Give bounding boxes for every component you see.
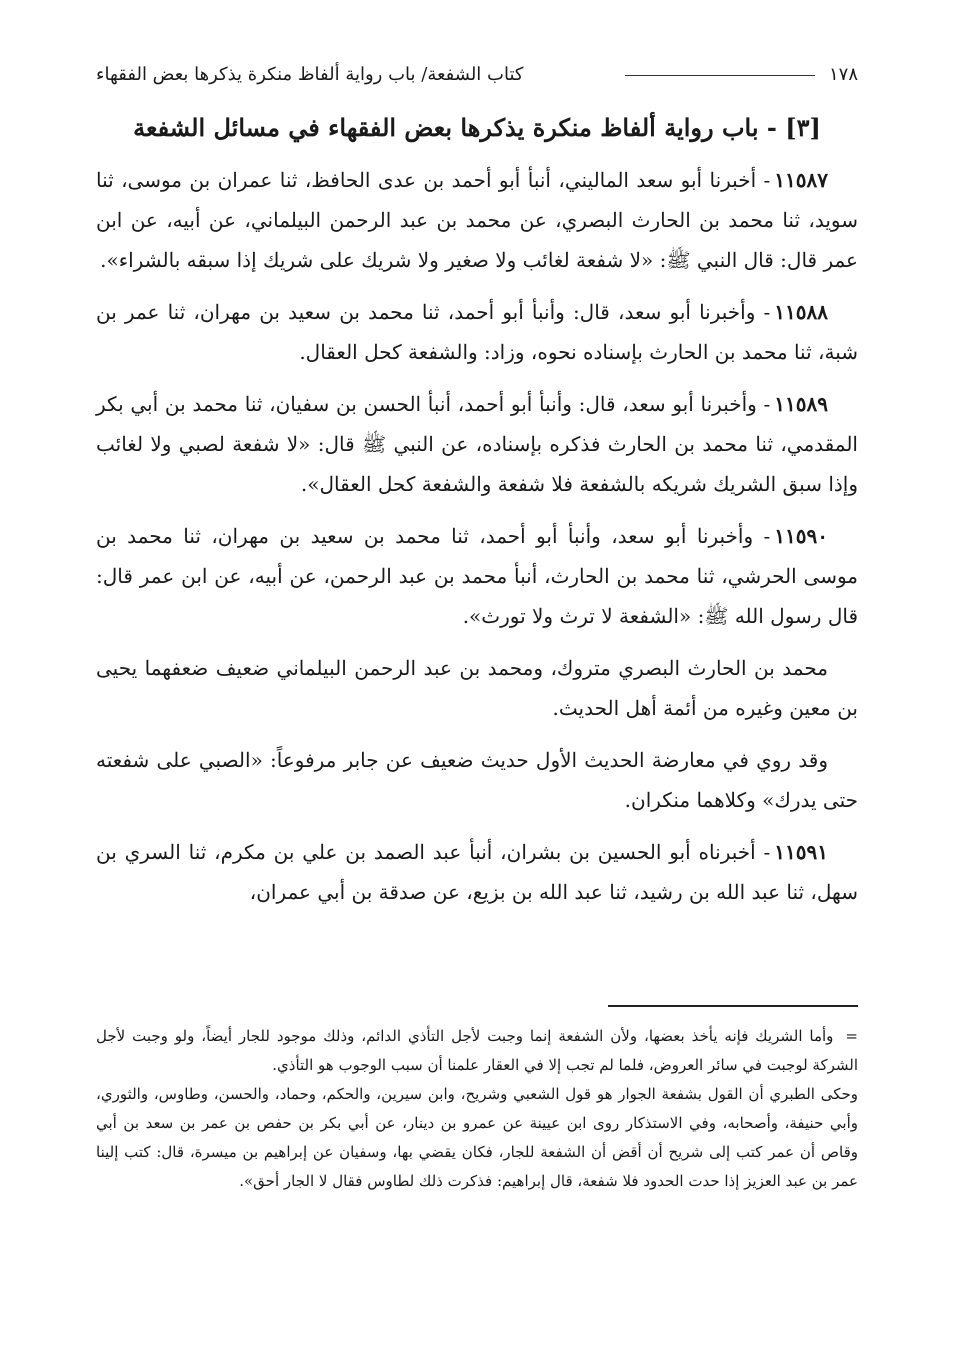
hadith-paragraph	[96, 292, 858, 372]
hadith-paragraph	[96, 516, 858, 636]
hadith-number: ١١٥٩٠	[774, 524, 828, 548]
commentary-paragraph	[96, 740, 858, 820]
hadith-text: - وأخبرنا أبو سعد، قال: وأنبأ أبو أحمد، أنبأ الحسن بن سفيان، ثنا محمد بن أبي بكر المقدمي، ثنا محمد بن الحارث فذكره بإسناده، عن النبي ﷺ قال: «لا شفعة لصبي ولا لغائب وإذا سبق الشريك شريكه بالشفعة فلا شفعة والشفعة كحل العقال».	[96, 392, 858, 496]
commentary-text: محمد بن الحارث البصري متروك، ومحمد بن عبد الرحمن البيلماني ضعيف ضعفهما يحيى بن معين وغيره من أئمة أهل الحديث.	[96, 656, 858, 720]
commentary-paragraph	[96, 648, 858, 728]
running-title: كتاب الشفعة/ باب رواية ألفاظ منكرة يذكرها بعض الفقهاء	[96, 64, 524, 85]
hadith-text: - وأخبرنا أبو سعد، وأنبأ أبو أحمد، ثنا محمد بن سعيد بن مهران، ثنا محمد بن موسى الحرشي، ثنا محمد بن الحارث، أنبأ محمد بن عبد الرحمن، عن أبيه، عن ابن عمر قال: قال رسول الله ﷺ: «الشفعة لا ترث ولا تورث».	[96, 524, 858, 628]
page-header	[96, 58, 858, 92]
book-page	[96, 58, 858, 924]
hadith-number: ١١٥٨٨	[774, 300, 828, 324]
footnote-text: وحكى الطبري أن القول بشفعة الجوار هو قول الشعبي وشريح، وابن سيرين، والحكم، وحماد، والحسن، وطاوس، والثوري، وأبي حنيفة، وأصحابه، وفي الاستذكار روى ابن عيينة عن عمرو بن دينار، عن أبي بكر بن حفص بن عمر بن سعد بن أبي وقاص أن عمر كتب إلى شريح أن أقض أن الشفعة للجار، فكان يقضي بها، وسفيان عن إبراهيم بن ميسرة، قال: كتب إلينا عمر بن عبد العزيز إذا حدت الحدود فلا شفعة، قال إبراهيم: فذكرت ذلك لطاوس فقال لا الجار أحق».	[96, 1085, 858, 1190]
hadith-paragraph	[96, 384, 858, 504]
main-text	[96, 160, 858, 912]
continuation-mark: =	[845, 1027, 858, 1045]
chapter-title: [٣] - باب رواية ألفاظ منكرة يذكرها بعض الفقهاء في مسائل الشفعة	[133, 113, 821, 142]
commentary-text: وقد روي في معارضة الحديث الأول حديث ضعيف عن جابر مرفوعاً: «الصبي على شفعته حتى يدرك» وكلاهما منكران.	[96, 748, 858, 812]
footnote-separator	[608, 1005, 858, 1007]
hadith-text: - أخبرناه أبو الحسين بن بشران، أنبأ عبد الصمد بن علي بن مكرم، ثنا السري بن سهل، ثنا عبد الله بن رشيد، ثنا عبد الله بن بزيع، عن صدقة بن أبي عمران،	[96, 840, 858, 904]
footnote-item	[96, 1080, 858, 1196]
page-number: ١٧٨	[828, 64, 858, 85]
header-rule	[625, 75, 815, 76]
hadith-text: - وأخبرنا أبو سعد، قال: وأنبأ أبو أحمد، ثنا محمد بن سعيد بن مهران، ثنا عمر بن شبة، ثنا محمد بن الحارث بإسناده نحوه، وزاد: والشفعة كحل العقال.	[96, 300, 858, 364]
hadith-paragraph	[96, 832, 858, 912]
hadith-number: ١١٥٨٧	[774, 168, 829, 192]
hadith-number: ١١٥٩١	[774, 840, 828, 864]
footnote-text: وأما الشريك فإنه يأخذ بعضها، ولأن الشفعة إنما وجبت لأجل التأذي الدائم، وذلك موجود للجار أيضاً، ولو وجبت لأجل الشركة لوجبت في سائر العروض، فلما لم تجب إلا في العقار علمنا أن سبب الوجوب هو التأذي.	[96, 1027, 858, 1074]
hadith-number: ١١٥٨٩	[774, 392, 828, 416]
hadith-paragraph	[96, 160, 858, 280]
footnote-item	[96, 1022, 858, 1080]
footnotes	[96, 1022, 858, 1196]
hadith-text: - أخبرنا أبو سعد الماليني، أنبأ أبو أحمد بن عدى الحافظ، ثنا عمران بن موسى، ثنا سويد، ثنا محمد بن الحارث البصري، عن محمد بن عبد الرحمن البيلماني، عن أبيه، عن ابن عمر قال: قال النبي ﷺ: «لا شفعة لغائب ولا صغير ولا شريك على شريك إذا سبقه بالشراء».	[96, 168, 858, 272]
